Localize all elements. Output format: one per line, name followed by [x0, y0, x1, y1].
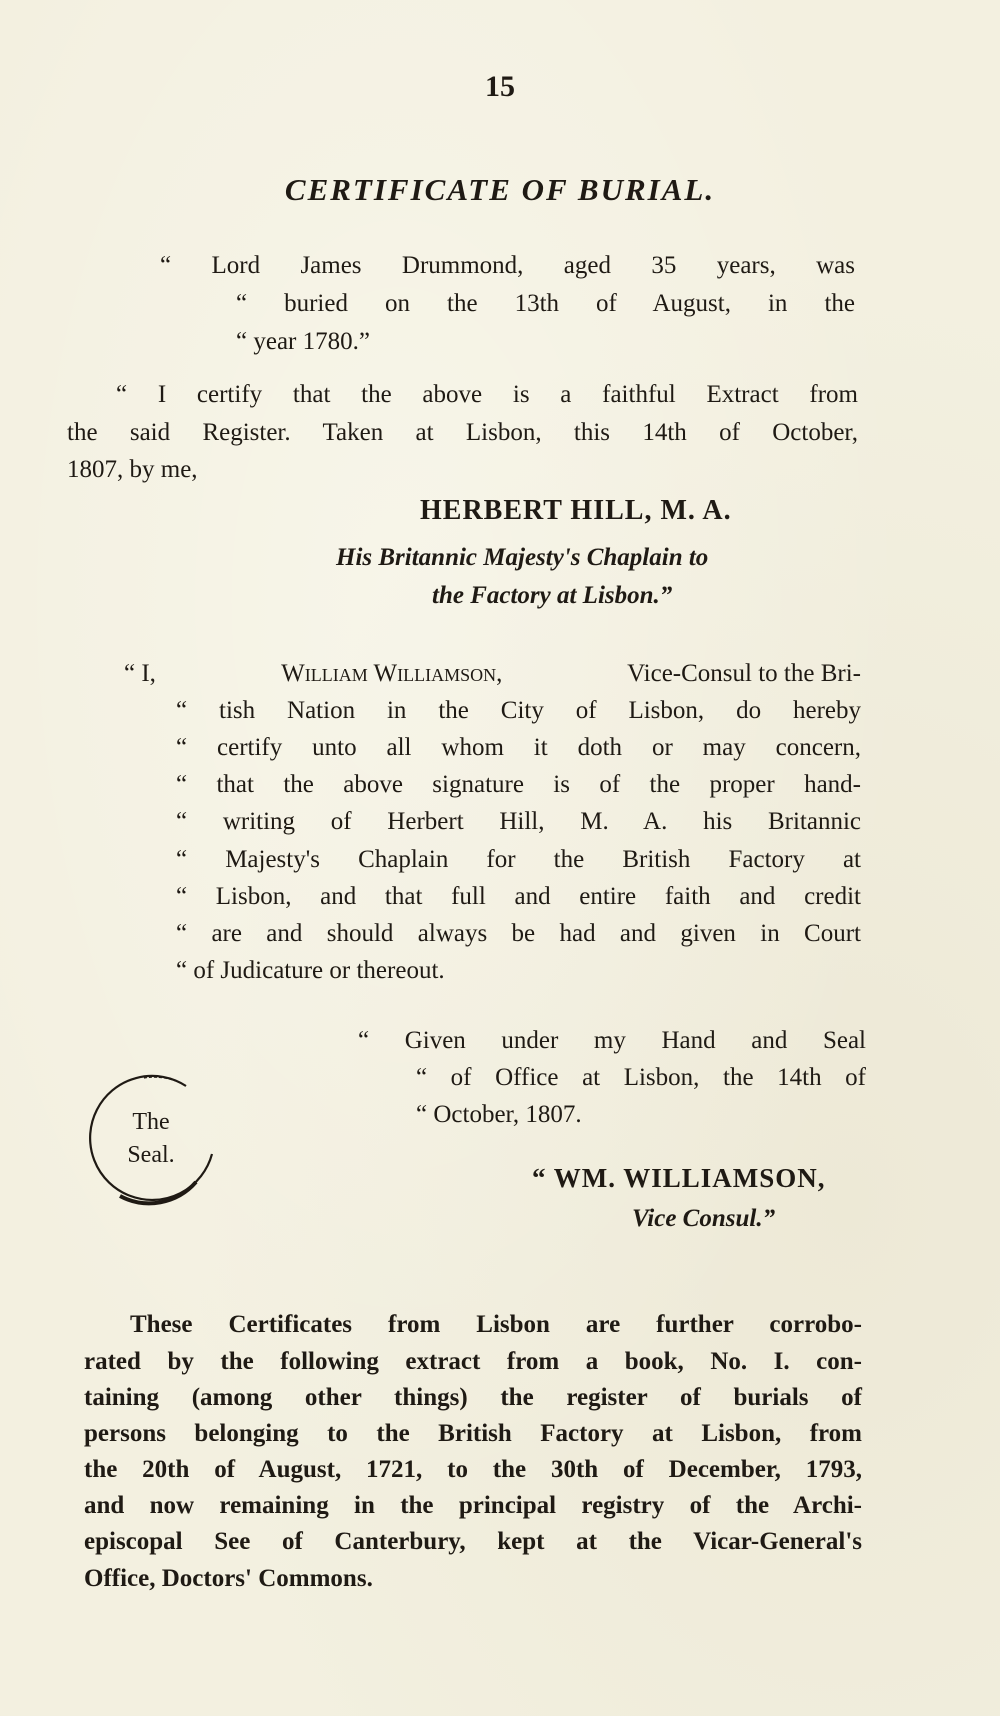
extract-line: “ buried on the 13th of August, in the [236, 290, 855, 317]
first-line-rest: Vice-Consul to the Bri- [621, 660, 861, 687]
williamson-certificate-line: “ tish Nation in the City of Lisbon, do hereby [176, 697, 861, 724]
extract-line: “ year 1780.” [236, 328, 370, 355]
hill-signature-name: HERBERT HILL, M. A. [420, 495, 732, 526]
page-number: 15 [485, 70, 515, 103]
closing-paragraph-line: the 20th of August, 1721, to the 30th of December, 1793, [84, 1456, 862, 1483]
given-under-line: “ of Office at Lisbon, the 14th of [416, 1064, 866, 1091]
williamson-certificate-line: “ are and should always be had and given in Court [176, 920, 861, 947]
williamson-certificate-line: “ writing of Herbert Hill, M. A. his Britannic [176, 808, 861, 835]
hill-signature-title: His Britannic Majesty's Chaplain to [336, 544, 709, 571]
williamson-signature-title: Vice Consul.” [632, 1205, 776, 1232]
given-under-line: “ Given under my Hand and Seal [358, 1027, 866, 1054]
hill-certificate-line: the said Register. Taken at Lisbon, this 14th of October, [67, 419, 858, 446]
quote-open: “ I, [124, 660, 163, 687]
closing-paragraph-line: and now remaining in the principal registry of the Archi- [84, 1492, 862, 1519]
seal-mark [84, 1072, 218, 1206]
seal-text-line: Seal. [127, 1142, 175, 1168]
williamson-signature-name: “ WM. WILLIAMSON, [532, 1163, 826, 1193]
williamson-certificate-line: “ of Judicature or thereout. [176, 957, 445, 984]
certificate-heading: CERTIFICATE OF BURIAL. [284, 172, 716, 207]
williamson-certificate-first-line [124, 657, 861, 691]
given-under-line: “ October, 1807. [416, 1101, 582, 1128]
williamson-certificate-line: “ Lisbon, and that full and entire faith and credit [176, 883, 861, 910]
extract-line: “ Lord James Drummond, aged 35 years, was [160, 252, 855, 279]
closing-paragraph-line: These Certificates from Lisbon are further corrobo- [130, 1311, 862, 1338]
hill-signature-title: the Factory at Lisbon.” [432, 582, 673, 609]
hill-certificate-line: “ I certify that the above is a faithful Extract from [116, 381, 858, 408]
closing-paragraph-line: persons belonging to the British Factory at Lisbon, from [84, 1420, 862, 1447]
closing-paragraph-line: taining (among other things) the register of burials of [84, 1384, 862, 1411]
williamson-name: William Williamson, [281, 660, 503, 687]
williamson-certificate-line: “ that the above signature is of the proper hand- [176, 771, 861, 798]
williamson-certificate-line: “ Majesty's Chaplain for the British Factory at [176, 846, 861, 873]
closing-paragraph-line: rated by the following extract from a book, No. I. con- [84, 1348, 862, 1375]
hill-certificate-line: 1807, by me, [67, 456, 198, 483]
seal-circle-icon [84, 1072, 218, 1206]
closing-paragraph-line: episcopal See of Canterbury, kept at the Vicar-General's [84, 1528, 862, 1555]
seal-text-line: The [132, 1109, 170, 1135]
williamson-certificate-line: “ certify unto all whom it doth or may concern, [176, 734, 861, 761]
closing-paragraph-line: Office, Doctors' Commons. [84, 1565, 373, 1592]
